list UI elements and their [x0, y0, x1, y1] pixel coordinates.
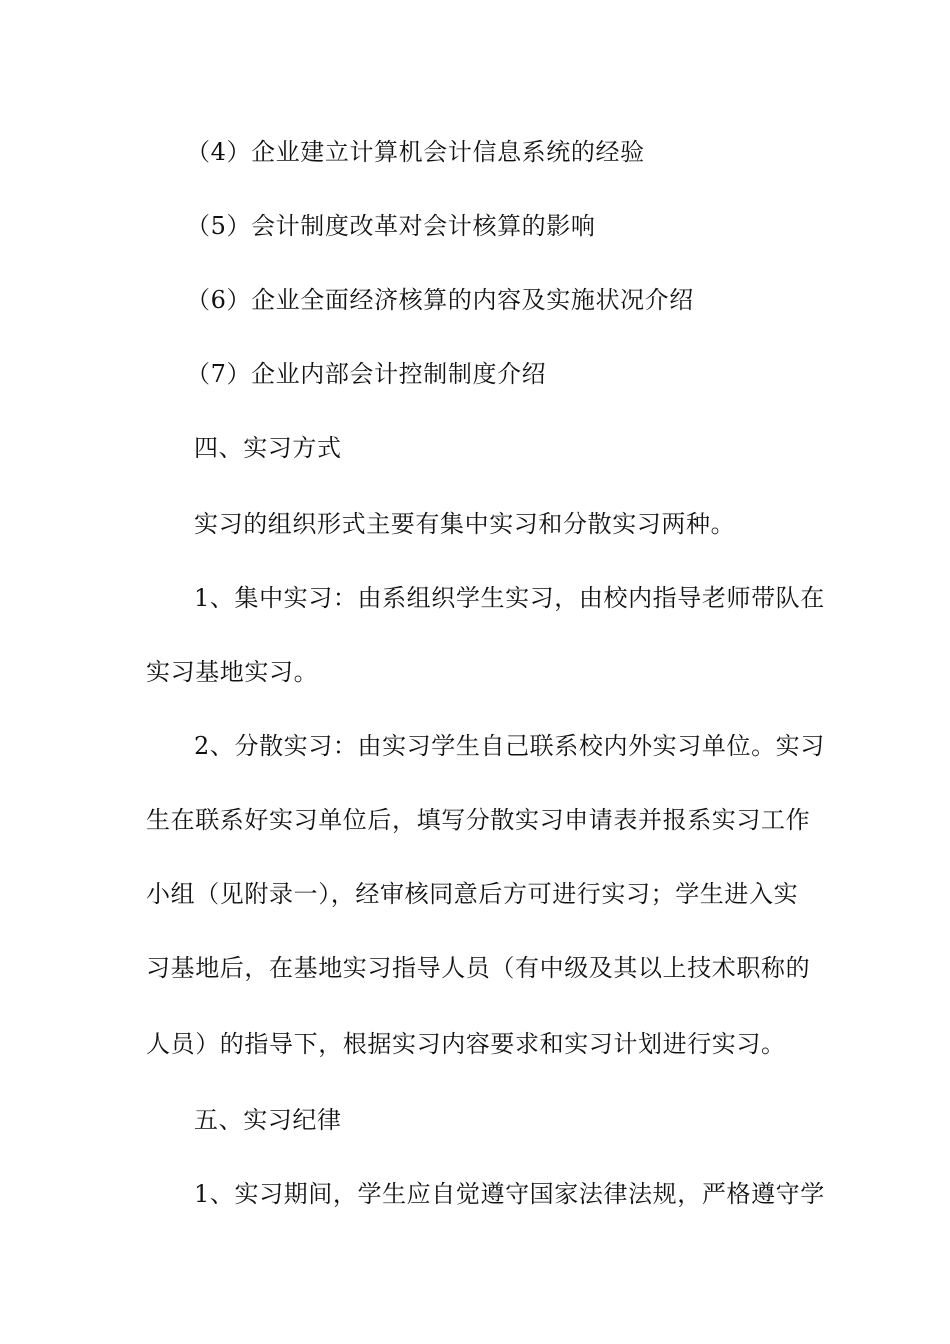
list-item-7: （7）企业内部会计控制制度介绍 [186, 360, 547, 388]
section-4-item1-line1: 1、集中实习：由系组织学生实习，由校内指导老师带队在 [194, 584, 825, 612]
section-4-heading: 四、实习方式 [194, 434, 342, 462]
section-4-intro: 实习的组织形式主要有集中实习和分散实习两种。 [194, 510, 736, 538]
list-item-5: （5）会计制度改革对会计核算的影响 [186, 212, 596, 240]
list-item-4: （4）企业建立计算机会计信息系统的经验 [186, 138, 645, 166]
section-4-item2-line3: 小组（见附录一），经审核同意后方可进行实习；学生进入实 [146, 880, 799, 908]
section-4-item2-line1: 2、分散实习：由实习学生自己联系校内外实习单位。实习 [194, 732, 825, 760]
section-5-item1-line1: 1、实习期间，学生应自觉遵守国家法律法规，严格遵守学 [194, 1180, 825, 1208]
section-4-item2-line2: 生在联系好实习单位后，填写分散实习申请表并报系实习工作 [146, 806, 811, 834]
section-4-item2-line5: 人员）的指导下，根据实习内容要求和实习计划进行实习。 [146, 1030, 786, 1058]
section-4-item1-line2: 实习基地实习。 [146, 658, 319, 686]
section-5-heading: 五、实习纪律 [194, 1106, 342, 1134]
list-item-6: （6）企业全面经济核算的内容及实施状况介绍 [186, 286, 694, 314]
section-4-item2-line4: 习基地后，在基地实习指导人员（有中级及其以上技术职称的 [146, 954, 811, 982]
